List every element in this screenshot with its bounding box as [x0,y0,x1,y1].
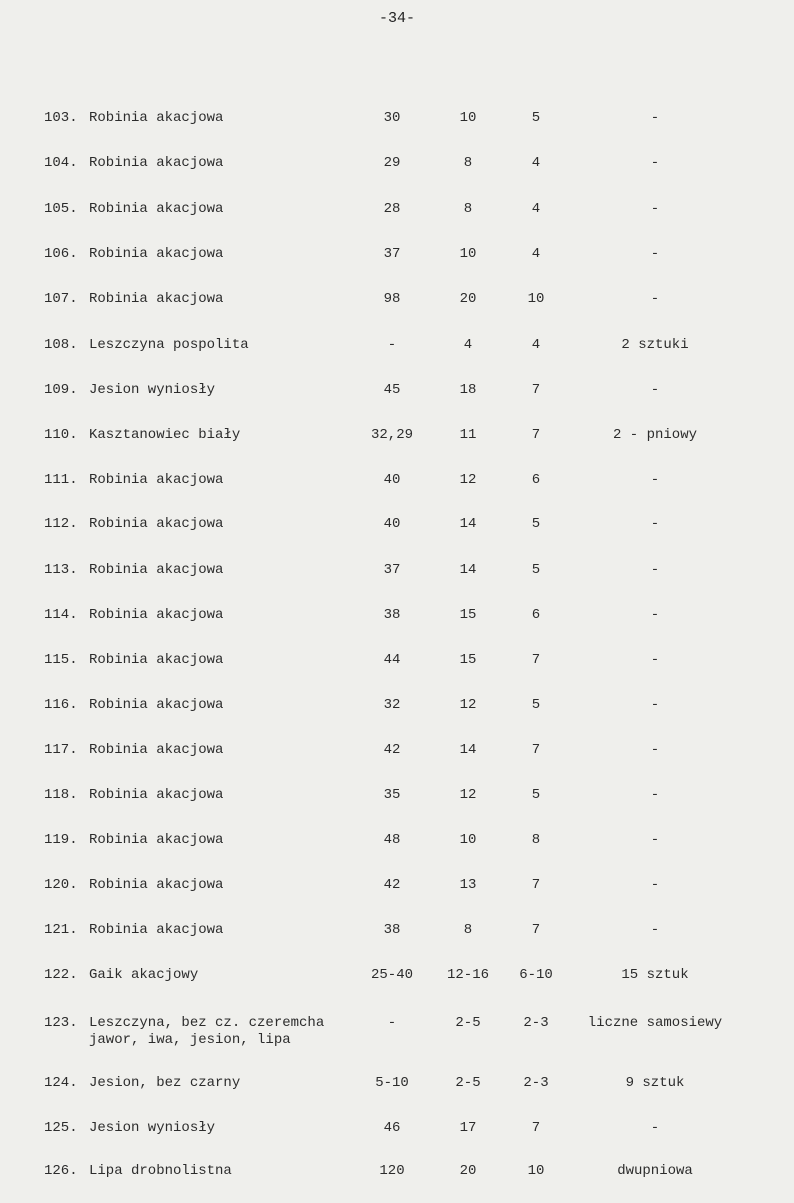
value-b: 8 [463,922,473,938]
value-c: 5 [531,787,541,803]
species-name: Robinia akacjowa [89,922,224,938]
row-number: 107. [44,291,78,307]
value-c: 7 [531,652,541,668]
row-number: 119. [44,832,78,848]
row-note: - [650,472,660,488]
value-c: 4 [531,201,541,217]
species-name: Leszczyna, bez cz. czeremcha jawor, iwa, jesion, lipa [89,1015,325,1048]
table-row [0,877,794,917]
species-name: Lipa drobnolistna [89,1163,232,1179]
table-row [0,967,794,1007]
species-name: Robinia akacjowa [89,110,224,126]
value-a: - [387,337,397,353]
row-note: - [650,787,660,803]
row-note: 2 - pniowy [612,427,697,443]
value-b: 8 [463,155,473,171]
species-name: Robinia akacjowa [89,291,224,307]
table-row [0,472,794,512]
value-c: 7 [531,427,541,443]
species-name: Robinia akacjowa [89,787,224,803]
row-note: 2 sztuki [621,337,689,353]
row-note: - [650,246,660,262]
row-note: - [650,607,660,623]
species-name: Robinia akacjowa [89,832,224,848]
value-b: 20 [459,291,477,307]
value-a: 35 [383,787,401,803]
row-number: 124. [44,1075,78,1091]
value-a: 38 [383,607,401,623]
table-row [0,922,794,962]
species-name: Jesion wyniosły [89,382,216,398]
species-name: Robinia akacjowa [89,877,224,893]
species-name: Robinia akacjowa [89,607,224,623]
value-c: 2-3 [523,1075,549,1091]
value-c: 7 [531,1120,541,1136]
row-number: 105. [44,201,78,217]
value-b: 10 [459,110,477,126]
row-number: 108. [44,337,78,353]
value-b: 8 [463,201,473,217]
value-c: 6 [531,472,541,488]
row-number: 116. [44,697,78,713]
value-a: 40 [383,516,401,532]
table-row [0,832,794,872]
value-b: 14 [459,562,477,578]
table-row [0,607,794,647]
value-c: 4 [531,155,541,171]
row-number: 122. [44,967,78,983]
value-c: 10 [527,291,545,307]
value-b: 12 [459,787,477,803]
value-b: 14 [459,742,477,758]
value-b: 12 [459,697,477,713]
value-a: 32 [383,697,401,713]
value-b: 11 [459,427,477,443]
row-note: - [650,291,660,307]
value-c: 6 [531,607,541,623]
species-name: Robinia akacjowa [89,697,224,713]
row-number: 113. [44,562,78,578]
value-a: 37 [383,246,401,262]
value-b: 4 [463,337,473,353]
page-number: -34- [378,10,415,27]
row-note: - [650,877,660,893]
value-a: 38 [383,922,401,938]
table-row [0,201,794,241]
value-a: 37 [383,562,401,578]
value-c: 4 [531,337,541,353]
value-c: 5 [531,697,541,713]
value-c: 8 [531,832,541,848]
table-row [0,697,794,737]
table-row [0,427,794,467]
value-a: 45 [383,382,401,398]
value-a: 46 [383,1120,401,1136]
table-row [0,1075,794,1115]
row-number: 111. [44,472,78,488]
row-note: - [650,697,660,713]
row-note: 9 sztuk [625,1075,685,1091]
species-name: Robinia akacjowa [89,742,224,758]
table-row [0,246,794,286]
value-b: 12-16 [446,967,489,983]
row-number: 123. [44,1015,78,1031]
table-row [0,652,794,692]
row-note: - [650,1120,660,1136]
value-c: 5 [531,562,541,578]
row-number: 121. [44,922,78,938]
table-row [0,110,794,150]
value-a: 42 [383,877,401,893]
table-row [0,787,794,827]
row-note: - [650,382,660,398]
value-a: 32,29 [370,427,413,443]
species-name: Robinia akacjowa [89,155,224,171]
value-b: 20 [459,1163,477,1179]
value-c: 7 [531,382,541,398]
value-a: 25-40 [370,967,413,983]
species-name: Jesion, bez czarny [89,1075,241,1091]
value-c: 5 [531,516,541,532]
value-b: 15 [459,652,477,668]
table-row [0,742,794,782]
value-b: 10 [459,246,477,262]
value-c: 7 [531,742,541,758]
row-number: 126. [44,1163,78,1179]
table-row [0,562,794,602]
species-name: Gaik akacjowy [89,967,199,983]
row-number: 104. [44,155,78,171]
value-b: 13 [459,877,477,893]
row-note: - [650,201,660,217]
row-number: 118. [44,787,78,803]
value-b: 2-5 [455,1015,481,1031]
species-name: Kasztanowiec biały [89,427,241,443]
value-b: 17 [459,1120,477,1136]
row-number: 109. [44,382,78,398]
row-number: 115. [44,652,78,668]
row-note: dwupniowa [617,1163,693,1179]
value-c: 4 [531,246,541,262]
value-a: 48 [383,832,401,848]
value-a: 5-10 [375,1075,409,1091]
species-name: Robinia akacjowa [89,201,224,217]
row-number: 110. [44,427,78,443]
value-a: 120 [379,1163,405,1179]
table-row [0,337,794,377]
value-c: 7 [531,877,541,893]
value-a: 30 [383,110,401,126]
row-note: - [650,110,660,126]
value-c: 6-10 [519,967,553,983]
row-number: 114. [44,607,78,623]
row-note: liczne samosiewy [587,1015,723,1031]
table-row [0,155,794,195]
value-b: 15 [459,607,477,623]
value-a: 42 [383,742,401,758]
value-b: 10 [459,832,477,848]
table-row [0,1163,794,1203]
value-a: 98 [383,291,401,307]
row-note: - [650,652,660,668]
row-number: 112. [44,516,78,532]
species-name: Robinia akacjowa [89,516,224,532]
species-name: Robinia akacjowa [89,472,224,488]
species-name: Robinia akacjowa [89,246,224,262]
value-c: 7 [531,922,541,938]
row-number: 117. [44,742,78,758]
row-note: - [650,516,660,532]
value-c: 10 [527,1163,545,1179]
value-b: 18 [459,382,477,398]
value-b: 14 [459,516,477,532]
value-b: 12 [459,472,477,488]
table-row [0,516,794,556]
row-note: 15 sztuk [621,967,689,983]
row-note: - [650,742,660,758]
species-name: Leszczyna pospolita [89,337,249,353]
table-row [0,1015,794,1055]
row-number: 103. [44,110,78,126]
row-note: - [650,922,660,938]
value-a: 29 [383,155,401,171]
species-name: Jesion wyniosły [89,1120,216,1136]
value-a: - [387,1015,397,1031]
value-c: 5 [531,110,541,126]
row-note: - [650,832,660,848]
row-number: 125. [44,1120,78,1136]
species-name: Robinia akacjowa [89,562,224,578]
value-c: 2-3 [523,1015,549,1031]
value-a: 40 [383,472,401,488]
row-number: 120. [44,877,78,893]
value-b: 2-5 [455,1075,481,1091]
row-note: - [650,562,660,578]
value-a: 44 [383,652,401,668]
row-note: - [650,155,660,171]
table-row [0,1120,794,1160]
table-row [0,382,794,422]
table-row [0,291,794,331]
value-a: 28 [383,201,401,217]
species-name: Robinia akacjowa [89,652,224,668]
row-number: 106. [44,246,78,262]
